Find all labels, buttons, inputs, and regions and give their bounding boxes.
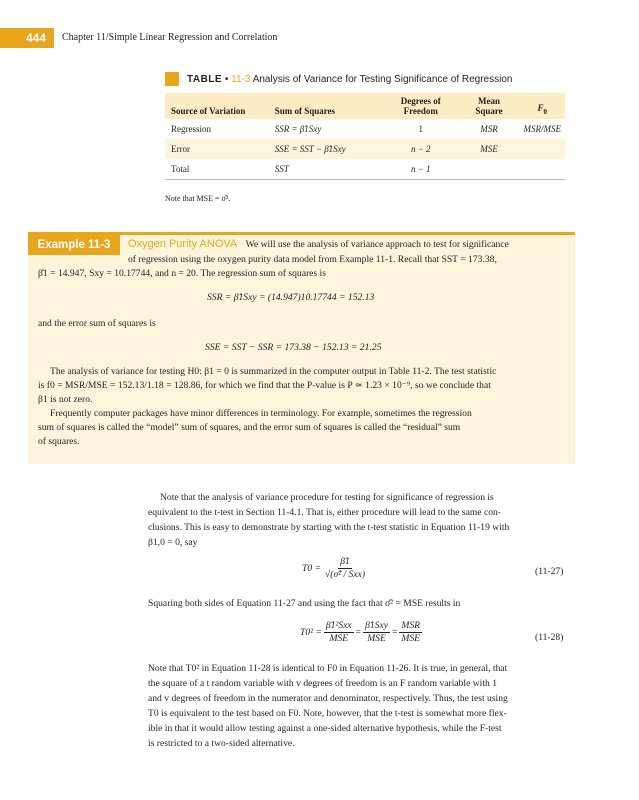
col-header-ss: Sum of Squares bbox=[271, 93, 383, 119]
body-p1-line1: Note that the analysis of variance procedure for testing for significance of regression is bbox=[160, 492, 494, 503]
col-header-df: Degrees of Freedom bbox=[383, 93, 458, 119]
table-row bbox=[165, 119, 565, 139]
body-p3-line5: ible in that it would allow testing against a one-sided alternative hypothesis, while the F-test bbox=[148, 723, 502, 734]
example-title: Oxygen Purity ANOVA bbox=[128, 238, 238, 250]
eq-11-28-frac1-num: β̂1²Sxx bbox=[325, 620, 352, 631]
example-line-10: of squares. bbox=[38, 436, 80, 447]
equation-number-11-28: (11-28) bbox=[535, 632, 564, 643]
eq-11-28-frac3-num: MSR bbox=[401, 620, 421, 631]
equation-number-11-27: (11-27) bbox=[535, 566, 564, 577]
running-head: Chapter 11/Simple Linear Regression and Correlation bbox=[62, 32, 278, 43]
col-header-ms: Mean Square bbox=[458, 93, 519, 119]
cell-ss: SSR = β̂1Sxy bbox=[274, 124, 322, 134]
table-row bbox=[165, 159, 565, 180]
cell-ms: MSR bbox=[480, 124, 498, 134]
eq-11-28-frac3-den: MSE bbox=[401, 633, 421, 644]
eq-11-28-frac2-den: MSE bbox=[367, 633, 386, 644]
eq-11-28-frac1-den: MSE bbox=[329, 633, 349, 644]
body-p3-line3: and v degrees of freedom in the numerator and denominator, respectively. Thus, the test using bbox=[148, 693, 508, 704]
col-header-f0: $F_0$ bbox=[520, 93, 566, 119]
cell-ms bbox=[458, 159, 519, 180]
table-header-row bbox=[165, 93, 565, 119]
example-tab: Example 11-3 bbox=[28, 235, 120, 255]
body-p1-line3: clusions. This is easy to demonstrate by starting with the t-test statistic in Equation 11-19 with bbox=[148, 522, 510, 533]
example-line-2: of regression using the oxygen purity data model from Example 11-1. Recall that SST = 173.38, bbox=[128, 254, 497, 265]
equation-ssr: SSR = β̂1Sxy = (14.947)10.17744 = 152.13 bbox=[207, 292, 375, 303]
cell-df: n − 1 bbox=[383, 159, 458, 180]
cell-ms: MSE bbox=[458, 139, 519, 159]
body-p1-line2: equivalent to the t-test in Section 11-4.1. That is, either procedure will lead to the same con- bbox=[148, 507, 502, 518]
equation-sse: SSE = SST − SSR = 173.38 − 152.13 = 21.25 bbox=[205, 342, 382, 353]
example-line-9: sum of squares is called the “model” sum of squares, and the error sum of squares is called the “residual” sum bbox=[38, 422, 461, 433]
page-number: 444 bbox=[0, 28, 54, 48]
cell-f0: MSR/MSE bbox=[523, 124, 561, 134]
col-header-source: Source of Variation bbox=[165, 93, 271, 119]
example-line-4: and the error sum of squares is bbox=[38, 318, 156, 329]
example-line-1: We will use the analysis of variance approach to test for significance bbox=[245, 239, 509, 250]
equation-11-28: T0² = $\frac{\text{β̂1²Sxx}}{\text{MSE}}$ = $\frac{\text{β̂1Sxy}}{\text{MSE}}$ = $\frac{\text{MSR}}{\text{MSE}}$ bbox=[300, 620, 421, 644]
eq-11-27-numerator: β̂1 bbox=[340, 556, 350, 567]
cell-f0 bbox=[520, 159, 566, 180]
table-note: Note that MSE = σ̂². bbox=[165, 194, 231, 203]
body-p3-line6: is restricted to a two-sided alternative. bbox=[148, 738, 295, 749]
eq-11-28-frac2-num: β̂1Sxy bbox=[365, 620, 388, 631]
cell-ss: SST bbox=[271, 159, 383, 180]
example-line-8: Frequently computer packages have minor differences in terminology. For example, sometimes the regression bbox=[50, 408, 472, 419]
cell-ss: SSE = SST − β̂1Sxy bbox=[271, 139, 383, 159]
body-p3-line1: Note that T0² in Equation 11-28 is identical to F0 in Equation 11-26. It is true, in general, that bbox=[148, 663, 508, 674]
table-number: 11-3 bbox=[231, 73, 251, 85]
table-label: TABLE bbox=[187, 73, 223, 85]
body-p2: Squaring both sides of Equation 11-27 and using the fact that σ̂² = MSE results in bbox=[148, 598, 461, 609]
example-line-5: The analysis of variance for testing H0: β1 = 0 is summarized in the computer output in Table 11-2. The test statistic bbox=[50, 366, 497, 377]
caption-bullet: • bbox=[224, 73, 229, 85]
example-line-7: β1 is not zero. bbox=[38, 394, 93, 405]
example-first-line bbox=[128, 238, 509, 250]
body-p3-line2: the square of a t random variable with v degrees of freedom is an F random variable with 1 bbox=[148, 678, 497, 689]
caption-marker bbox=[165, 72, 179, 86]
eq-11-27-denominator: √(σ̂² / Sxx) bbox=[325, 569, 366, 580]
table-row bbox=[165, 139, 565, 159]
cell-source: Error bbox=[165, 139, 271, 159]
equation-11-27: T0 = $\frac{\betâ1}{\text{√(σ̂² / Sxx)}}$ bbox=[302, 556, 366, 580]
table-caption bbox=[165, 70, 512, 88]
cell-source: Total bbox=[165, 159, 271, 180]
cell-df: n − 2 bbox=[383, 139, 458, 159]
cell-df: 1 bbox=[418, 124, 423, 134]
cell-f0 bbox=[520, 139, 566, 159]
body-p3-line4: T0 is equivalent to the test based on F0. Note, however, that the t-test is somewhat more flex- bbox=[148, 708, 507, 719]
example-line-6: is f0 = MSR/MSE = 152.13/1.18 = 128.86, for which we find that the P-value is P ≃ 1.23 × 10⁻⁹, so we conclude that bbox=[38, 380, 491, 391]
example-line-3: β̂1 = 14.947, Sxy = 10.17744, and n = 20. The regression sum of squares is bbox=[38, 268, 326, 279]
cell-source: Regression bbox=[171, 124, 211, 134]
table-title: Analysis of Variance for Testing Significance of Regression bbox=[252, 73, 513, 85]
anova-table bbox=[165, 93, 565, 180]
body-p1-line4: β1,0 = 0, say bbox=[148, 537, 198, 548]
